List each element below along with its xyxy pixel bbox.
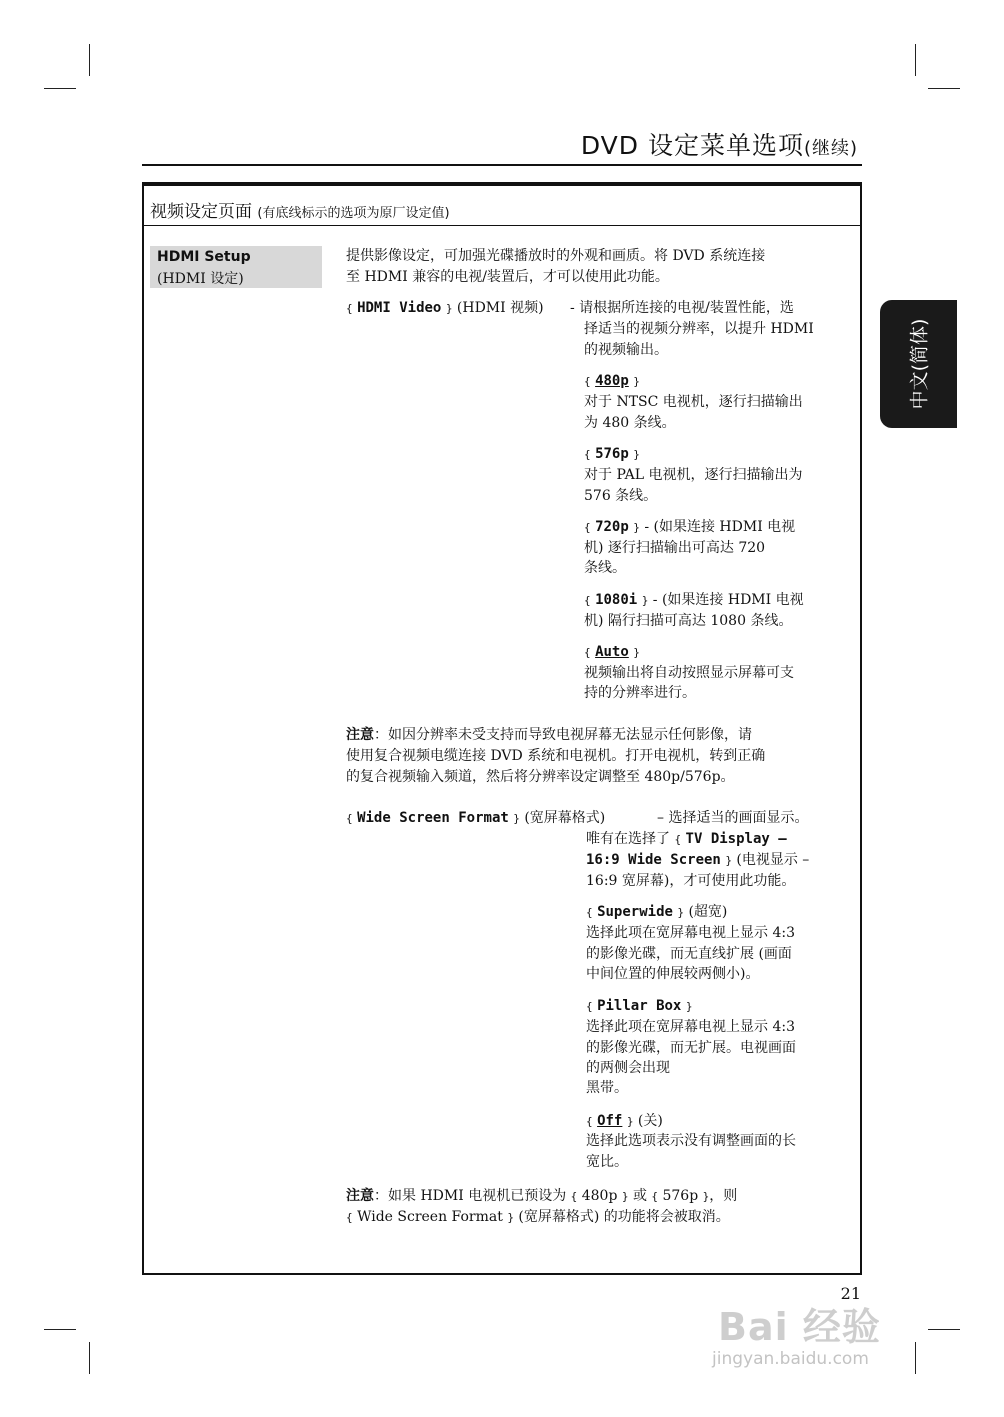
option-name: { 480p } — [584, 373, 640, 389]
option-name: { Pillar Box } — [586, 998, 693, 1014]
option-desc: 576 条线。 — [584, 488, 658, 504]
wide-screen-label: { Wide Screen Format } (宽屏幕格式) — [346, 810, 606, 826]
crop-mark — [44, 88, 76, 89]
page-number: 21 — [840, 1284, 861, 1303]
hdmi-video-desc: 的视频输出。 — [584, 342, 668, 358]
option-desc: 选择此项在宽屏幕电视上显示 4:3 — [586, 1019, 795, 1035]
option-desc: 宽比。 — [586, 1154, 628, 1170]
option-desc: 对于 NTSC 电视机，逐行扫描输出 — [584, 394, 803, 410]
wide-screen-desc: 16:9 Wide Screen } (电视显示 – — [586, 852, 810, 868]
wide-screen-desc: 唯有在选择了 { TV Display – — [586, 831, 787, 847]
option-desc: 对于 PAL 电视机，逐行扫描输出为 — [584, 467, 803, 483]
title-divider — [142, 164, 862, 166]
option-name: { 1080i } - (如果连接 HDMI 电视 — [584, 592, 804, 608]
option-name: { Auto } — [584, 644, 640, 660]
option-desc: 的影像光碟，而无扩展。电视画面 — [586, 1040, 796, 1056]
option-desc: 视频输出将自动按照显示屏幕可支 — [584, 665, 794, 681]
option-desc: 机) 隔行扫描可高达 1080 条线。 — [584, 613, 793, 629]
option-desc: 中间位置的伸展较两侧小)。 — [586, 966, 760, 982]
section-heading: 视频设定页面 (有底线标示的选项为原厂设定值) — [150, 202, 450, 222]
watermark-url: jingyan.baidu.com — [712, 1349, 869, 1369]
option-name: { 576p } — [584, 446, 640, 462]
note-line: 注意：如果 HDMI 电视机已预设为 { 480p } 或 { 576p }，则 — [346, 1188, 738, 1204]
crop-mark — [89, 44, 90, 76]
setup-title: HDMI Setup — [157, 249, 251, 265]
crop-mark — [928, 88, 960, 89]
option-desc: 机) 逐行扫描输出可高达 720 — [584, 540, 766, 556]
crop-mark — [915, 44, 916, 76]
option-desc: 的影像光碟，而无直线扩展 (画面 — [586, 946, 792, 962]
option-name: { 720p } - (如果连接 HDMI 电视 — [584, 519, 796, 535]
watermark-logo: Bai 经验 — [718, 1305, 881, 1349]
option-name: { Superwide } (超宽) — [586, 904, 728, 920]
crop-mark — [44, 1329, 76, 1330]
option-desc: 选择此项在宽屏幕电视上显示 4:3 — [586, 925, 795, 941]
option-desc: 选择此选项表示没有调整画面的长 — [586, 1133, 796, 1149]
option-desc: 黑带。 — [586, 1080, 628, 1096]
note-line: 注意：如因分辨率未受支持而导致电视屏幕无法显示任何影像，请 — [346, 727, 752, 743]
wide-screen-desc: 16:9 宽屏幕)，才可使用此功能。 — [586, 873, 796, 889]
intro-line: 提供影像设定，可加强光碟播放时的外观和画质。将 DVD 系统连接 — [346, 248, 766, 264]
crop-mark — [89, 1342, 90, 1374]
note-line: { Wide Screen Format } (宽屏幕格式) 的功能将会被取消。 — [346, 1209, 730, 1225]
language-tab-label: 中文(简体) — [908, 318, 931, 410]
hdmi-video-label: { HDMI Video } (HDMI 视频) — [346, 300, 544, 316]
option-desc: 条线。 — [584, 560, 626, 576]
hdmi-video-desc: 择适当的视频分辨率，以提升 HDMI — [584, 321, 814, 337]
option-desc: 持的分辨率进行。 — [584, 685, 696, 701]
note-line: 使用复合视频电缆连接 DVD 系统和电视机。打开电视机，转到正确 — [346, 748, 766, 764]
wide-screen-desc: – 选择适当的画面显示。 — [657, 810, 809, 826]
hdmi-video-desc: - 请根据所连接的电视/装置性能，选 — [570, 300, 794, 316]
note-line: 的复合视频输入频道，然后将分辨率设定调整至 480p/576p。 — [346, 769, 735, 785]
page-title: DVD 设定菜单选项(继续) — [580, 131, 858, 160]
section-divider — [144, 225, 860, 226]
option-name: { Off } (关) — [586, 1113, 663, 1129]
crop-mark — [928, 1329, 960, 1330]
crop-mark — [915, 1342, 916, 1374]
intro-line: 至 HDMI 兼容的电视/装置后，才可以使用此功能。 — [346, 269, 669, 285]
option-desc: 为 480 条线。 — [584, 415, 676, 431]
setup-subtitle: (HDMI 设定) — [157, 271, 244, 287]
option-desc: 的两侧会出现 — [586, 1060, 670, 1076]
